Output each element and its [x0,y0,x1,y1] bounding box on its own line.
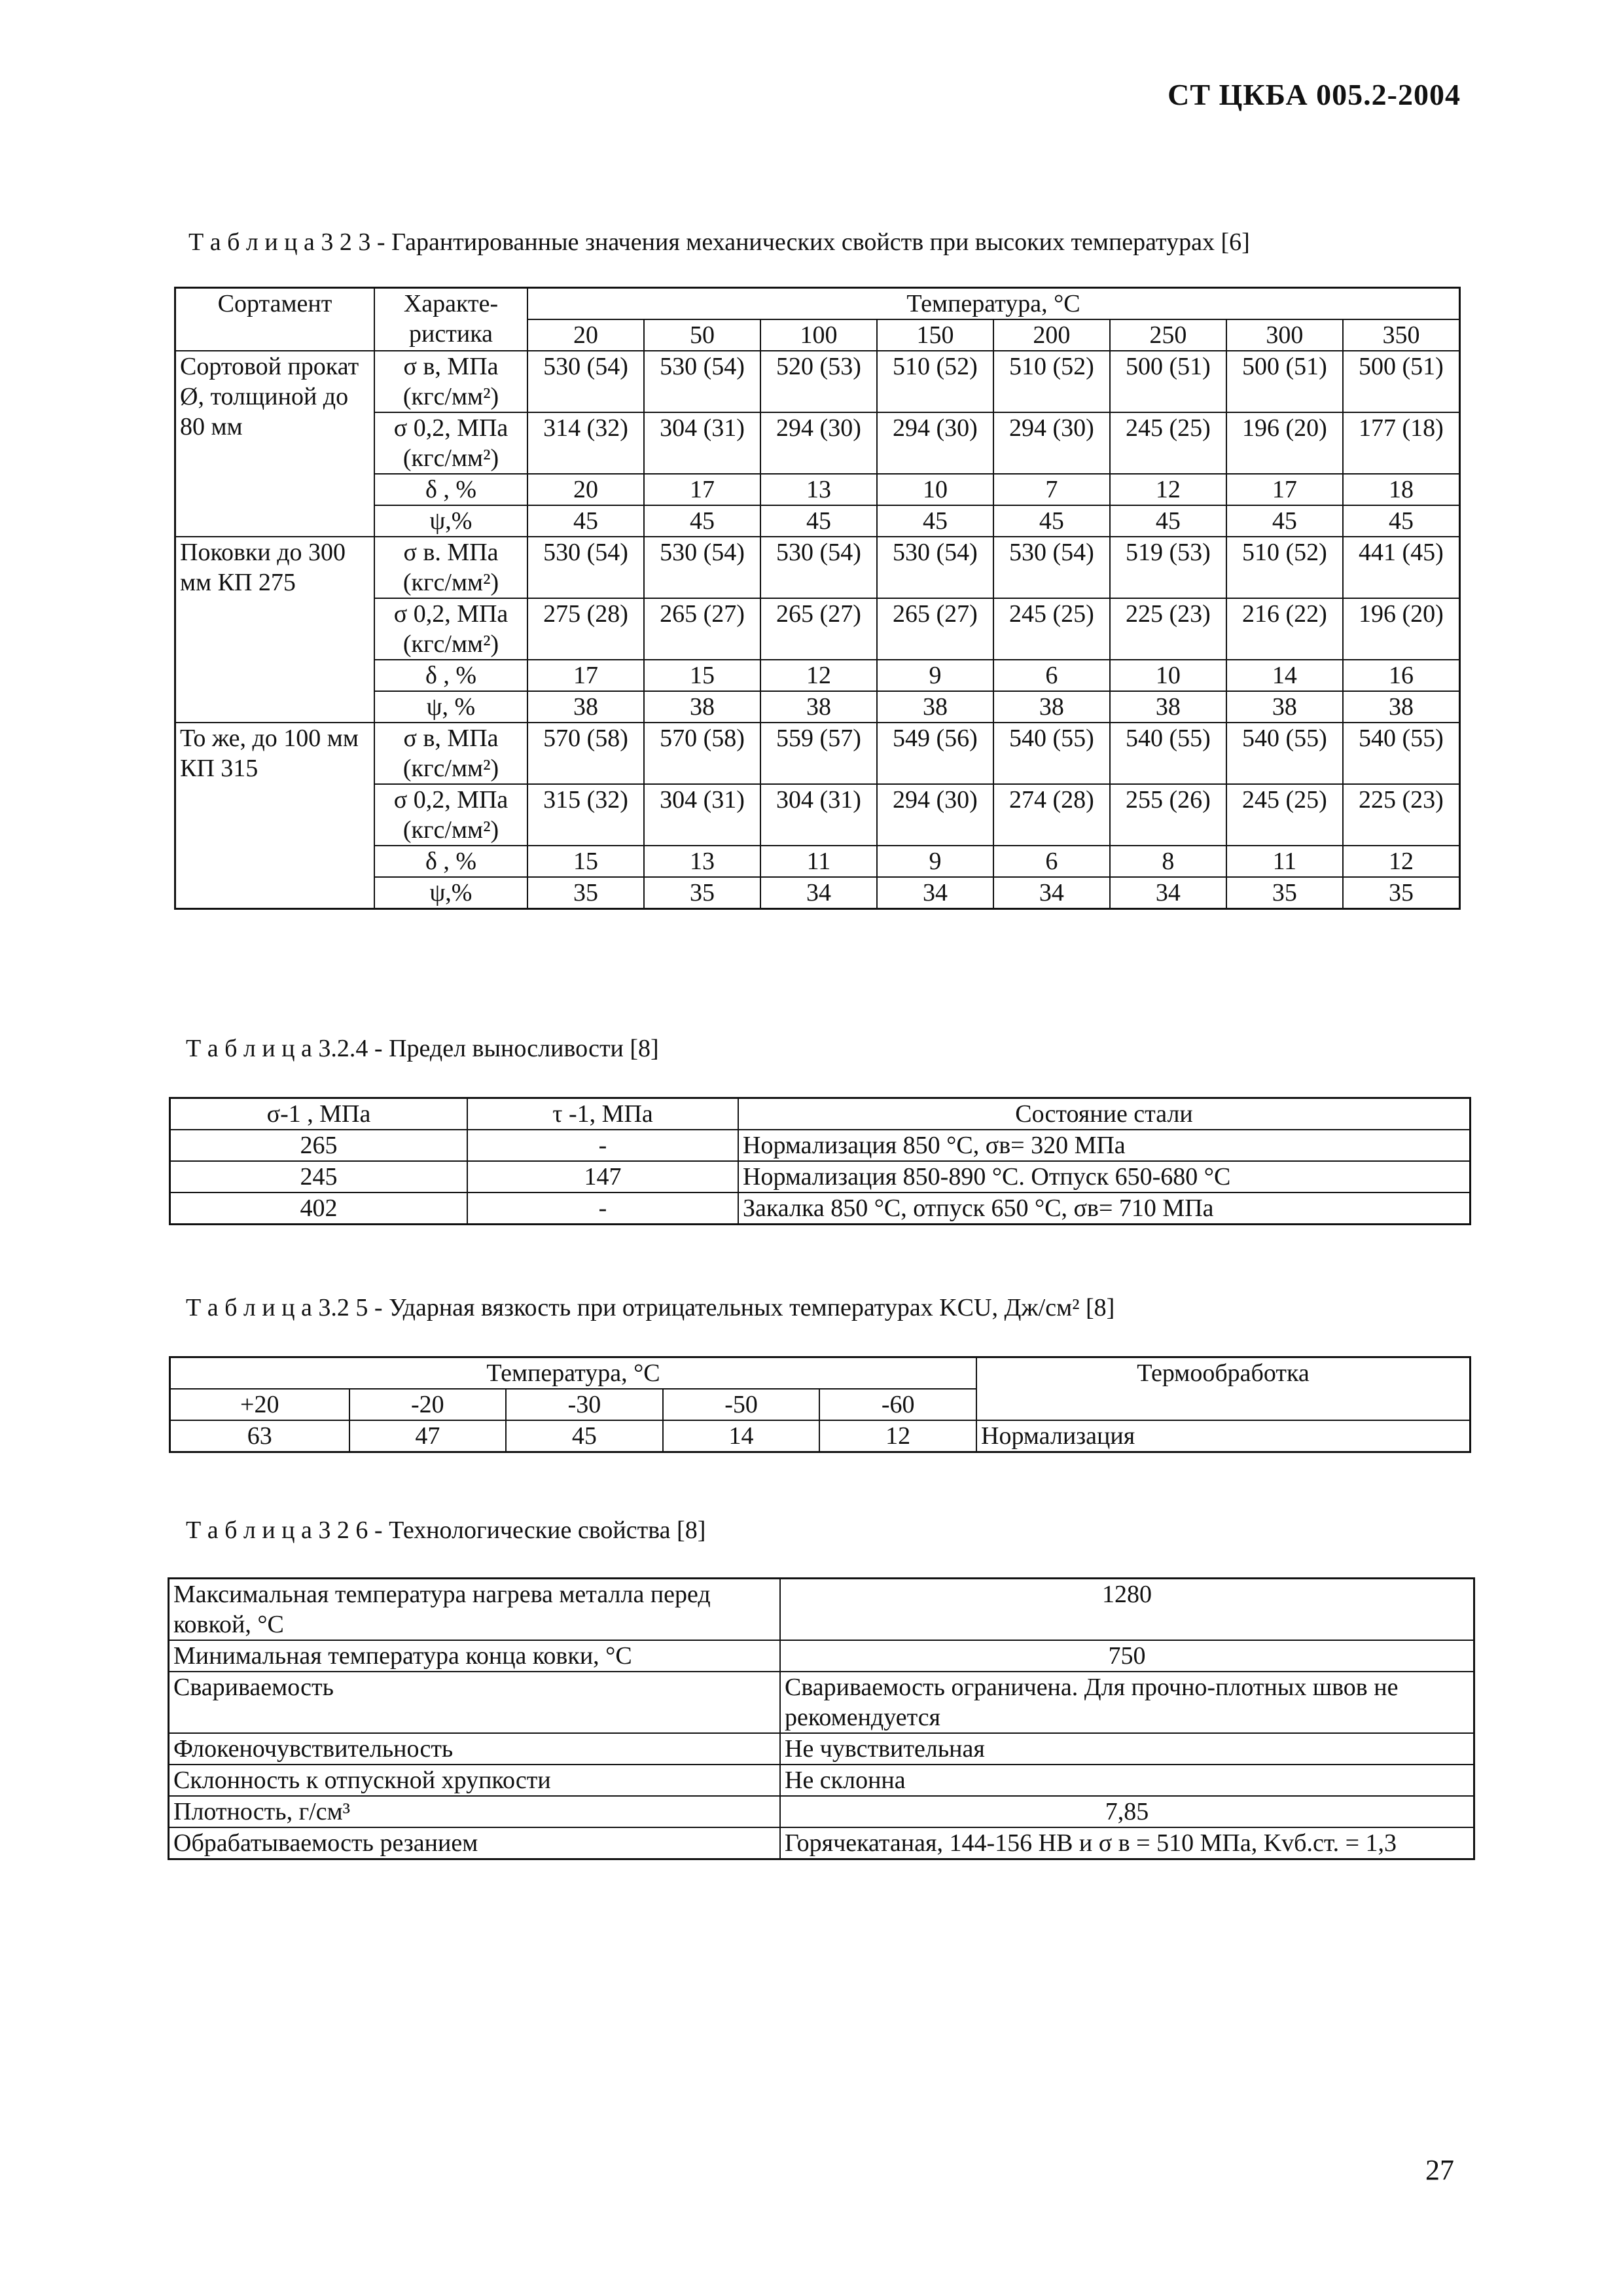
value-cell: 265 (27) [760,598,877,660]
value-cell: 45 [1110,505,1226,537]
value-cell: 35 [527,877,644,909]
value-cell: 38 [527,691,644,723]
table-325-temp-cell: +20 [170,1389,349,1420]
table-row [169,1640,1474,1672]
sortament-label: Поковки до 300 мм КП 275 [175,537,375,723]
characteristic-cell: ψ,% [374,505,527,537]
value-cell: 530 (54) [527,537,644,598]
document-header-id: СТ ЦКБА 005.2-2004 [1168,78,1461,111]
table-325-temp-cell: -30 [506,1389,663,1420]
value-cell: 530 (54) [760,537,877,598]
value-cell: 8 [1110,846,1226,877]
value-cell: 304 (31) [760,784,877,846]
table-325-treatment-header: Термообработка [976,1357,1471,1421]
sortament-label: Сортовой прокат Ø, толщиной до 80 мм [175,351,375,537]
property-cell: Плотность, г/см³ [169,1796,781,1827]
value-cell: 530 (54) [644,537,760,598]
table-324-cell: Закалка 850 °С, отпуск 650 °С, σв= 710 МПа [738,1193,1471,1225]
value-cell: 35 [1226,877,1343,909]
table-324-cell: 265 [170,1130,468,1161]
characteristic-cell: ψ,% [374,877,527,909]
value-cell: 540 (55) [1343,723,1460,784]
table-324-cell: 245 [170,1161,468,1193]
property-cell: Обрабатываемость резанием [169,1827,781,1859]
table-row [175,537,1460,598]
value-cell: 34 [993,877,1110,909]
value-cell: 12 [1110,474,1226,505]
value-cell: 10 [877,474,993,505]
value-cell: 530 (54) [644,351,760,412]
table-row [170,1130,1471,1161]
value-cell: 38 [644,691,760,723]
value-cell: 500 (51) [1343,351,1460,412]
characteristic-cell: σ в, МПа (кгс/мм²) [374,723,527,784]
characteristic-cell: σ в. МПа (кгс/мм²) [374,537,527,598]
value-cell: 265 (27) [644,598,760,660]
value-cell: 500 (51) [1110,351,1226,412]
value-cell: 530 (54) [527,351,644,412]
value-cell: 45 [760,505,877,537]
value-cell: 530 (54) [993,537,1110,598]
value-cell: 520 (53) [760,351,877,412]
value-cell: 304 (31) [644,784,760,846]
value-cell: 540 (55) [1226,723,1343,784]
property-cell: Максимальная температура нагрева металла перед ковкой, °С [169,1579,781,1641]
temperature-col-header: 350 [1343,319,1460,351]
characteristic-cell: σ 0,2, МПа (кгс/мм²) [374,598,527,660]
value-cell: 20 [527,474,644,505]
value-cell: 17 [527,660,644,691]
col-temperature-header: Температура, °С [527,288,1460,320]
table-325-temp-header: Температура, °С [170,1357,977,1390]
table-325-value-cell: 45 [506,1420,663,1452]
value-cell: 196 (20) [1226,412,1343,474]
value-cell: 6 [993,846,1110,877]
value-cell: 45 [993,505,1110,537]
table-324-cell: Нормализация 850 °С, σв= 320 МПа [738,1130,1471,1161]
table-325 [169,1356,1471,1453]
value-cell: 34 [1110,877,1226,909]
value-cell: 441 (45) [1343,537,1460,598]
table-325-temp-cell: -50 [663,1389,820,1420]
value-cell: 9 [877,846,993,877]
value-cell: 7 [993,474,1110,505]
value-cell: 304 (31) [644,412,760,474]
table-325-caption: Т а б л и ц а 3.2 5 - Ударная вязкость при отрицательных температурах KCU, Дж/см² [8] [186,1294,1115,1321]
value-cell: 570 (58) [644,723,760,784]
table-324-cell: Нормализация 850-890 °С. Отпуск 650-680 °С [738,1161,1471,1193]
value-cell: 34 [877,877,993,909]
value-cell: 275 (28) [527,598,644,660]
table-324-cell: 147 [467,1161,738,1193]
value-cell: 6 [993,660,1110,691]
col-characteristic-header: Характе-ристика [374,288,527,351]
table-row [169,1672,1474,1733]
table-324-cell: - [467,1193,738,1225]
characteristic-cell: σ в, МПа (кгс/мм²) [374,351,527,412]
table-row [169,1765,1474,1796]
property-value-cell: 750 [780,1640,1474,1672]
characteristic-cell: σ 0,2, МПа (кгс/мм²) [374,412,527,474]
table-row [170,1193,1471,1225]
table-325-temp-cell: -20 [349,1389,507,1420]
value-cell: 15 [644,660,760,691]
table-325-value-cell: 47 [349,1420,507,1452]
characteristic-cell: δ , % [374,474,527,505]
value-cell: 315 (32) [527,784,644,846]
table-325-value-cell: 63 [170,1420,349,1452]
value-cell: 294 (30) [993,412,1110,474]
table-324 [169,1097,1471,1225]
value-cell: 225 (23) [1110,598,1226,660]
value-cell: 9 [877,660,993,691]
value-cell: 519 (53) [1110,537,1226,598]
value-cell: 45 [1343,505,1460,537]
property-value-cell: Не склонна [780,1765,1474,1796]
value-cell: 35 [1343,877,1460,909]
table-325-value-cell: 12 [819,1420,976,1452]
value-cell: 245 (25) [993,598,1110,660]
value-cell: 38 [1110,691,1226,723]
property-value-cell: Не чувствительная [780,1733,1474,1765]
property-value-cell: 1280 [780,1579,1474,1641]
value-cell: 16 [1343,660,1460,691]
property-value-cell: Свариваемость ограничена. Для прочно-плотных швов не рекомендуется [780,1672,1474,1733]
value-cell: 12 [1343,846,1460,877]
value-cell: 245 (25) [1110,412,1226,474]
temperature-col-header: 200 [993,319,1110,351]
table-324-header-cell: τ -1, МПа [467,1098,738,1130]
table-325-treatment-cell: Нормализация [976,1420,1471,1452]
value-cell: 14 [1226,660,1343,691]
value-cell: 510 (52) [993,351,1110,412]
property-cell: Свариваемость [169,1672,781,1733]
value-cell: 38 [1226,691,1343,723]
value-cell: 549 (56) [877,723,993,784]
value-cell: 45 [644,505,760,537]
page-number: 27 [1425,2154,1454,2186]
table-row [175,351,1460,412]
property-cell: Минимальная температура конца ковки, °С [169,1640,781,1672]
temperature-col-header: 150 [877,319,993,351]
characteristic-cell: δ , % [374,846,527,877]
table-324-header-cell: σ-1 , МПа [170,1098,468,1130]
value-cell: 294 (30) [877,784,993,846]
value-cell: 17 [644,474,760,505]
value-cell: 559 (57) [760,723,877,784]
value-cell: 540 (55) [1110,723,1226,784]
value-cell: 294 (30) [877,412,993,474]
value-cell: 12 [760,660,877,691]
table-row [170,1161,1471,1193]
value-cell: 510 (52) [877,351,993,412]
value-cell: 265 (27) [877,598,993,660]
value-cell: 570 (58) [527,723,644,784]
value-cell: 38 [1343,691,1460,723]
value-cell: 216 (22) [1226,598,1343,660]
value-cell: 34 [760,877,877,909]
table-row [169,1579,1474,1641]
col-sortament-header: Сортамент [175,288,375,351]
value-cell: 35 [644,877,760,909]
temperature-col-header: 250 [1110,319,1226,351]
temperature-col-header: 300 [1226,319,1343,351]
property-value-cell: Горячекатаная, 144-156 НВ и σ в = 510 МПа, Kvб.ст. = 1,3 [780,1827,1474,1859]
characteristic-cell: ψ, % [374,691,527,723]
value-cell: 540 (55) [993,723,1110,784]
value-cell: 11 [1226,846,1343,877]
value-cell: 38 [877,691,993,723]
table-row [169,1796,1474,1827]
table-326 [168,1577,1475,1860]
table-row [169,1827,1474,1859]
table-324-header-cell: Состояние стали [738,1098,1471,1130]
value-cell: 255 (26) [1110,784,1226,846]
value-cell: 15 [527,846,644,877]
value-cell: 18 [1343,474,1460,505]
value-cell: 314 (32) [527,412,644,474]
value-cell: 17 [1226,474,1343,505]
table-324-caption: Т а б л и ц а 3.2.4 - Предел выносливости [8] [186,1035,659,1062]
table-323-caption: Т а б л и ц а 3 2 3 - Гарантированные значения механических свойств при высоких температурах [6] [188,228,1250,256]
property-cell: Склонность к отпускной хрупкости [169,1765,781,1796]
temperature-col-header: 20 [527,319,644,351]
value-cell: 274 (28) [993,784,1110,846]
property-cell: Флокеночувствительность [169,1733,781,1765]
table-325-temp-cell: -60 [819,1389,976,1420]
sortament-label: То же, до 100 мм КП 315 [175,723,375,909]
value-cell: 45 [527,505,644,537]
value-cell: 38 [993,691,1110,723]
value-cell: 45 [877,505,993,537]
table-row [175,723,1460,784]
table-324-cell: - [467,1130,738,1161]
value-cell: 500 (51) [1226,351,1343,412]
value-cell: 11 [760,846,877,877]
characteristic-cell: δ , % [374,660,527,691]
value-cell: 530 (54) [877,537,993,598]
table-326-caption: Т а б л и ц а 3 2 6 - Технологические свойства [8] [186,1516,706,1544]
value-cell: 45 [1226,505,1343,537]
value-cell: 245 (25) [1226,784,1343,846]
table-323 [174,287,1461,910]
value-cell: 13 [644,846,760,877]
table-324-cell: 402 [170,1193,468,1225]
value-cell: 10 [1110,660,1226,691]
temperature-col-header: 50 [644,319,760,351]
table-row [169,1733,1474,1765]
value-cell: 225 (23) [1343,784,1460,846]
property-value-cell: 7,85 [780,1796,1474,1827]
temperature-col-header: 100 [760,319,877,351]
value-cell: 294 (30) [760,412,877,474]
table-325-value-cell: 14 [663,1420,820,1452]
value-cell: 177 (18) [1343,412,1460,474]
value-cell: 13 [760,474,877,505]
value-cell: 38 [760,691,877,723]
characteristic-cell: σ 0,2, МПа (кгс/мм²) [374,784,527,846]
value-cell: 196 (20) [1343,598,1460,660]
value-cell: 510 (52) [1226,537,1343,598]
